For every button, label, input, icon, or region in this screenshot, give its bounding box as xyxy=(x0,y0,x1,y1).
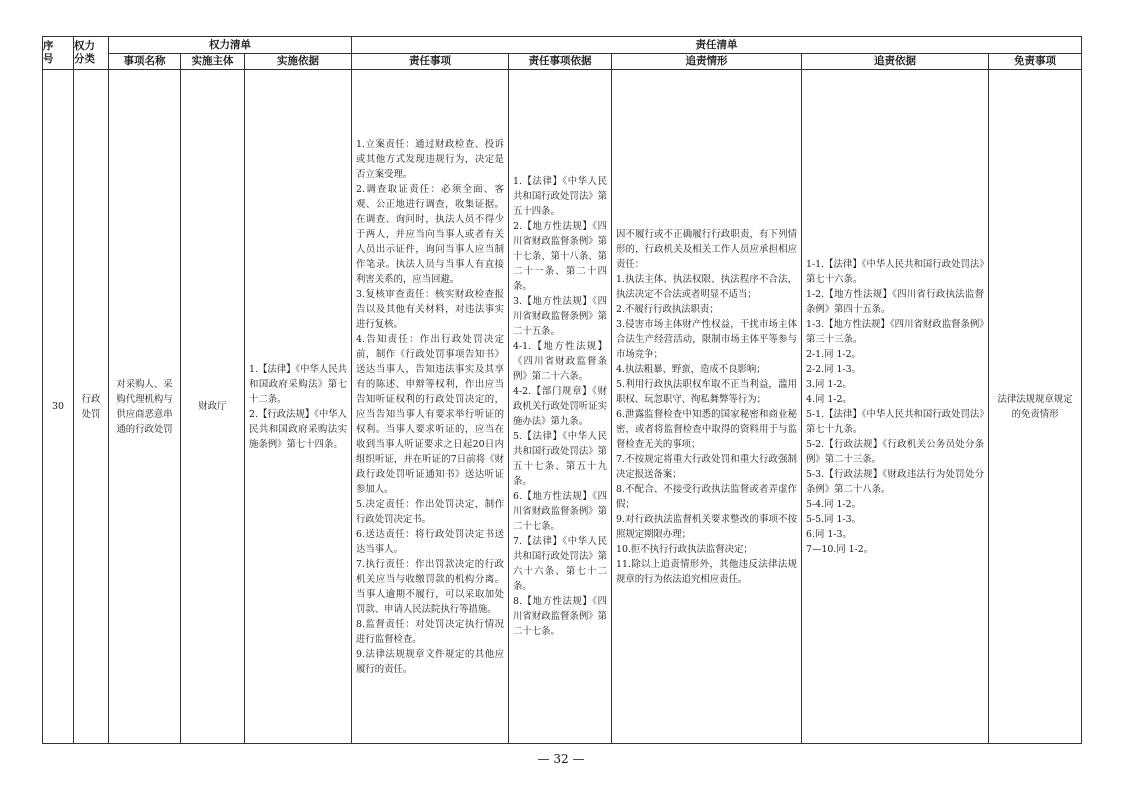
item-name-value: 对采购人、采购代理机构与供应商恶意串通的行政处罚 xyxy=(116,378,173,435)
responsibility-basis-value: 1.【法律】《中华人民共和国行政处罚法》第五十四条。 2.【地方性法规】《四川省财政监督条例》第十七条、第十八条、第二十一条、第二十四条。 3.【地方性法规】《四川省财政监督条例》第二十五条。 4-1.【地方性法规】《四川省财政监督条例》第二十六条。 4-2.【部门规章】《财政机关行政处罚听证实施办法》第九条。 5.【法律】《中华人民共和国行政处罚法》第五十七条、第五十九条。 6.【地方性法规】《四川省财政监督条例》第二十七条。 7.【法律】《中华人民共和国行政处罚法》第六十六条、第七十二条。 8.【地方性法规】《四川省财政监督条例》第二十七条。 xyxy=(513,176,608,637)
responsibility-items-value: 1.立案责任：通过财政检查、投诉或其他方式发现违规行为，决定是否立案受理。 2.调查取证责任：必须全面、客观、公正地进行调查，收集证据。在调查、询问时，执法人员不得少于两人，并应当向当事人或者有关人员出示证件，询问当事人应当制作笔录。执法人员与当事人有直接利害关系的，应当回避。 3.复核审查责任：核实财政检查报告以及其他有关材料，对违法事实进行复核。 4.告知责任：作出行政处罚决定前，制作《行政处罚事项告知书》送达当事人，告知违法事实及其享有的陈述、申辩等权利，作出应当告知听证权利的行政处罚决定的，应当告知当事人有要求举行听证的权利。当事人要求听证的，应当在收到当事人听证要求之日起20日内组织听证，并在听证的7日前将《财政行政处罚听证通知书》送达听证参加人。 5.决定责任：作出处罚决定，制作行政处罚决定书。 6.送达责任：将行政处罚决定书送达当事人。 7.执行责任：作出罚款决定的行政机关应当与收缴罚款的机构分离。当事人逾期不履行，可以采取加处罚款、申请人民法院执行等措施。 8.监督责任：对处罚决定执行情况进行监督检查。 9.法律法规规章文件规定的其他应履行的责任。 xyxy=(356,138,505,675)
cell-item-name xyxy=(109,70,181,744)
cell-seq xyxy=(43,70,74,744)
cell-exemption xyxy=(989,70,1082,744)
header-basis: 实施依据 xyxy=(245,54,352,70)
table-row xyxy=(43,70,1082,744)
cell-responsibility-items xyxy=(352,70,509,744)
header-row-1 xyxy=(43,37,1082,54)
header-power-list: 权力清单 xyxy=(109,37,352,54)
header-seq: 序 号 xyxy=(43,37,74,70)
header-responsibility-basis: 责任事项依据 xyxy=(509,54,612,70)
seq-value: 30 xyxy=(52,401,64,412)
cell-power-type xyxy=(74,70,109,744)
header-exemption: 免责事项 xyxy=(989,54,1082,70)
header-item-name: 事项名称 xyxy=(109,54,181,70)
header-power-type: 权力 分类 xyxy=(74,37,109,70)
header-accountability-basis: 追责依据 xyxy=(802,54,989,70)
cell-accountability xyxy=(612,70,802,744)
accountability-basis-value: 1-1.【法律】《中华人民共和国行政处罚法》第七十六条。 1-2.【地方性法规】《四川省行政执法监督条例》第四十五条。 1-3.【地方性法规】《四川省财政监督条例》第三十三条。 2-1.同 1-2。 2-2.同 1-3。 3.同 1-2。 4.同 1-2。 5-1.【法律】《中华人民共和国行政处罚法》第七十九条。 5-2.【行政法规】《行政机关公务员处分条例》第二十三条。 5-3.【行政法规】《财政违法行为处罚处分条例》第二十八条。 5-4.同 1-2。 5-5.同 1-3。 6.同 1-3。 7—10.同 1-2。 xyxy=(806,258,985,555)
power-type-value: 行政 处罚 xyxy=(81,393,101,420)
header-responsibility-items: 责任事项 xyxy=(352,54,509,70)
header-subject: 实施主体 xyxy=(181,54,245,70)
responsibility-table xyxy=(42,36,1082,744)
cell-accountability-basis xyxy=(802,70,989,744)
basis-value: 1.【法律】《中华人民共和国政府采购法》第七十二条。 2.【行政法规】《中华人民共和国政府采购法实施条例》第七十四条。 xyxy=(249,363,348,450)
page-number: — 32 — xyxy=(537,752,585,766)
cell-subject xyxy=(181,70,245,744)
exemption-value: 法律法规规章规定的免责情形 xyxy=(997,393,1073,420)
accountability-value: 因不履行或不正确履行行政职责，有下列情形的，行政机关及相关工作人员应承担相应责任： 1.执法主体、执法权限、执法程序不合法，执法决定不合法或者明显不适当； 2.不履行行政执法职责； 3.侵害市场主体财产性权益，干扰市场主体合法生产经营活动，限制市场主体平等参与市场竞争； 4.执法粗暴、野蛮，造成不良影响； 5.利用行政执法职权牟取不正当利益，滥用职权、玩忽职守、徇私舞弊等行为； 6.泄露监督检查中知悉的国家秘密和商业秘密，或者将监督检查中取得的资料用于与监督检查无关的事项； 7.不按规定将重大行政处罚和重大行政强制决定报送备案； 8.不配合、不接受行政执法监督或者弄虚作假； 9.对行政执法监督机关要求整改的事项不按照规定期限办理； 10.拒不执行行政执法监督决定； 11.除以上追责情形外，其他违反法律法规规章的行为依法追究相应责任。 xyxy=(616,228,798,585)
cell-basis xyxy=(245,70,352,744)
subject-value: 财政厅 xyxy=(198,401,227,412)
header-accountability: 追责情形 xyxy=(612,54,802,70)
header-responsibility-list: 责任清单 xyxy=(352,37,1082,54)
header-row-2 xyxy=(43,54,1082,70)
cell-responsibility-basis xyxy=(509,70,612,744)
